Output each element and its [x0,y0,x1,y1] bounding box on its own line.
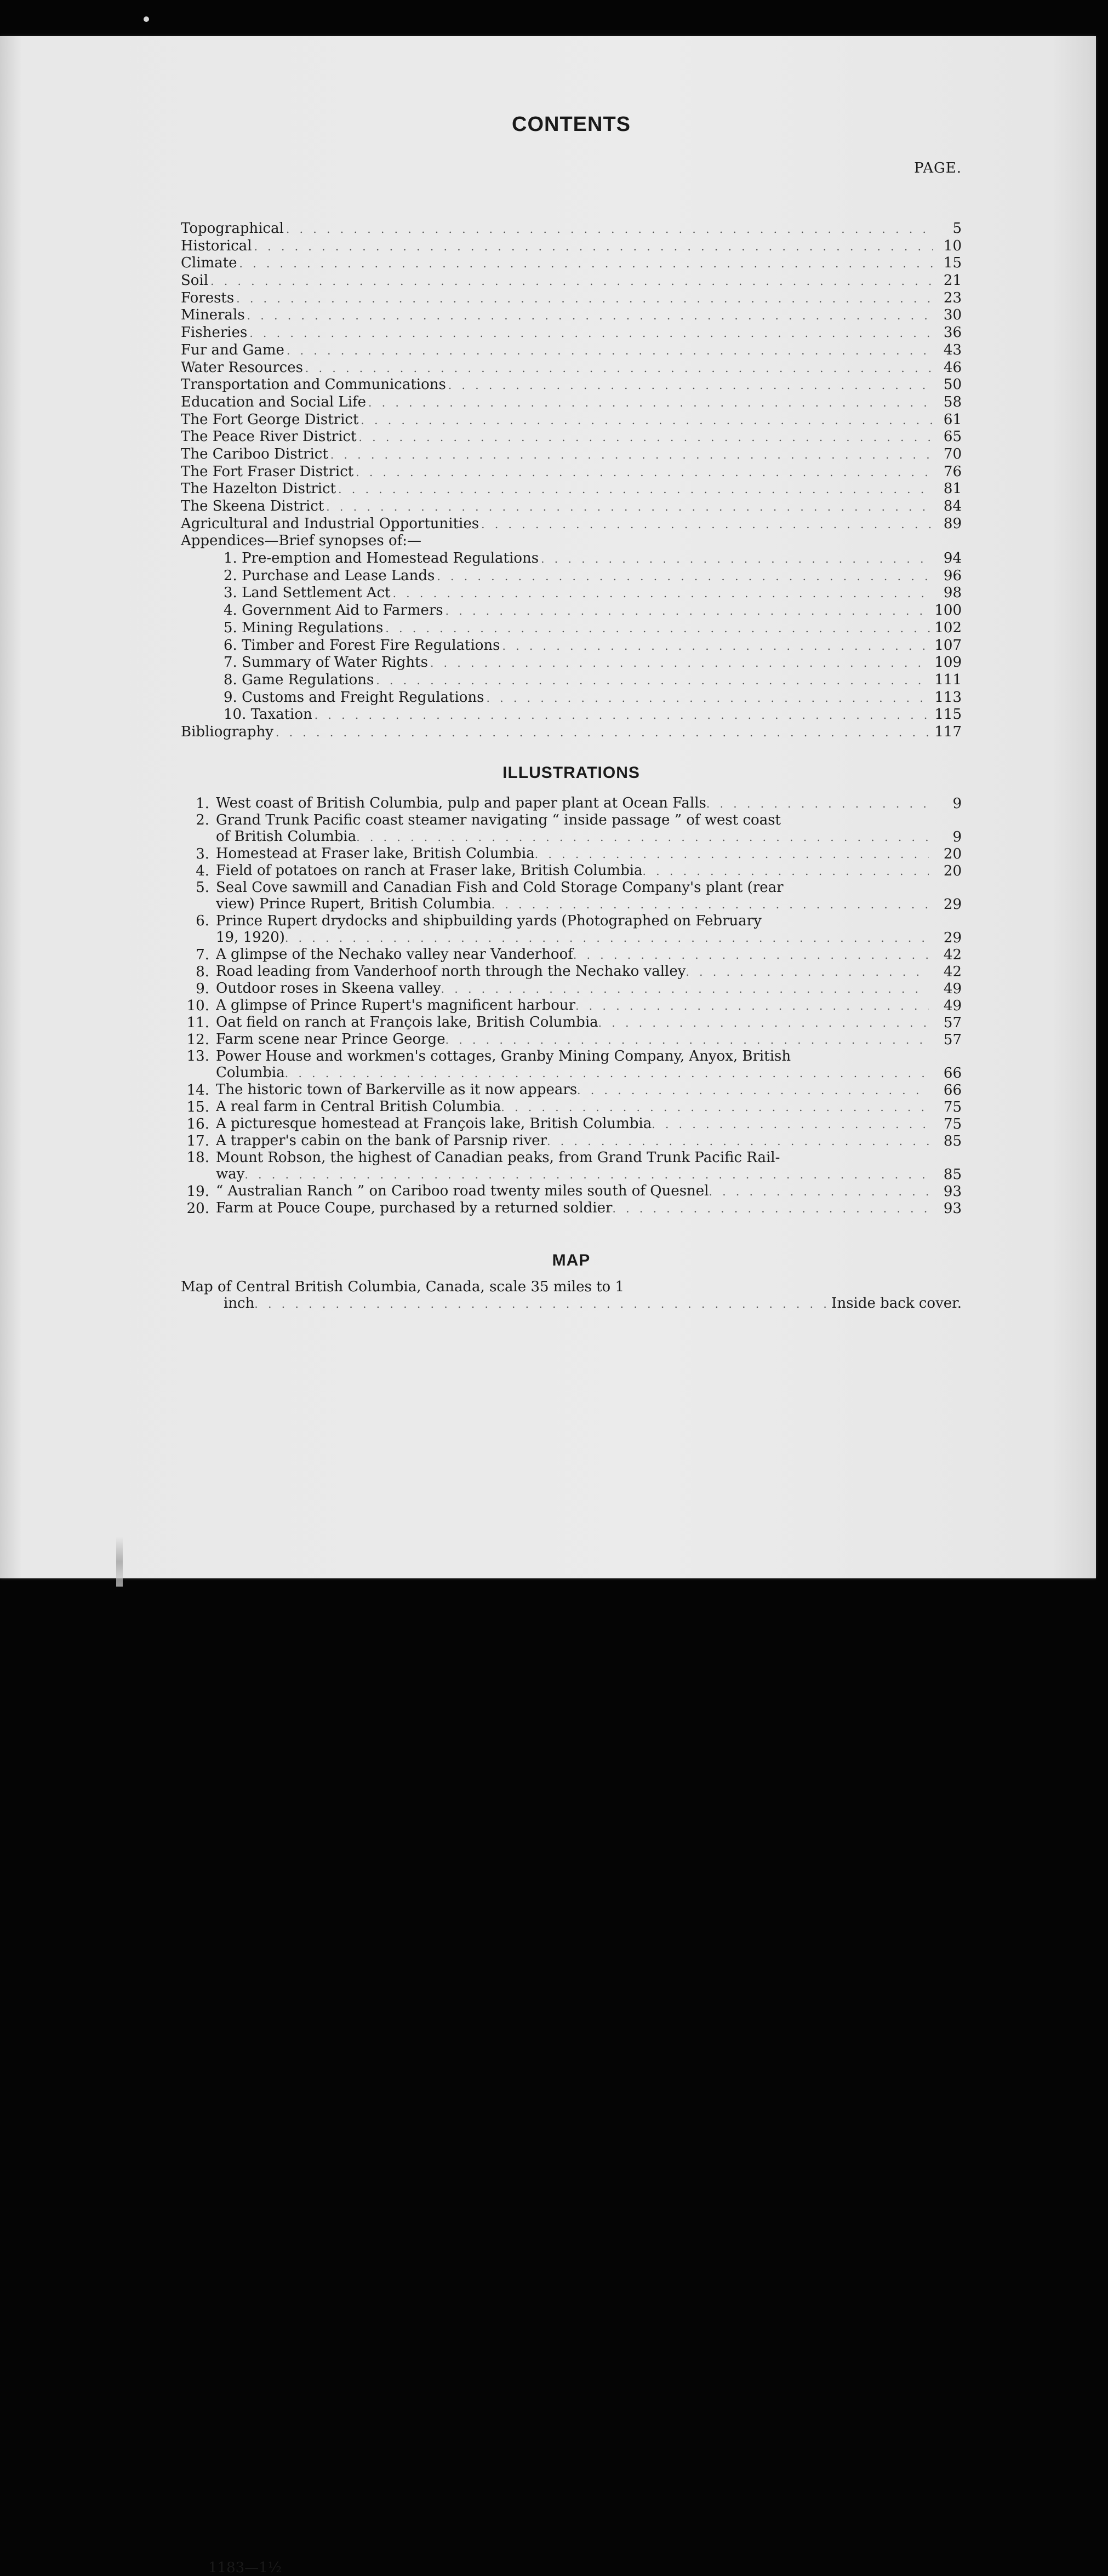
leader-dots [285,930,929,946]
illustration-caption-text: 19, 1920) [216,929,285,946]
entry-page: 107 [934,637,962,654]
illustration-page: 57 [943,1032,962,1048]
illustration-caption-line: Power House and workmen's cottages, Granby Mining Company, Anyox, British [216,1048,791,1064]
illustration-last-line [181,1183,962,1200]
illustration-number: 10. [186,998,209,1014]
entry-title: Education and Social Life [181,393,367,410]
entry-page: 109 [934,654,962,671]
illustration-caption-text: “ Australian Ranch ” on Cariboo road twenty miles south of Quesnel [216,1183,709,1199]
illustration-entry [181,845,962,862]
illustration-page: 93 [943,1200,962,1217]
illustration-entry [181,980,962,997]
illustration-caption [216,1132,929,1149]
illustration-number: 4. [196,863,209,879]
illustration-page: 20 [943,846,962,862]
contents-entry [181,428,962,446]
entry-title: Water Resources [181,359,303,376]
leader-dots [481,516,933,534]
entry-title: 9. Customs and Freight Regulations [224,689,484,706]
leader-dots [598,1015,929,1031]
contents-entry [181,480,962,498]
contents-entry [181,290,962,307]
illustration-last-line [181,1031,962,1048]
leader-dots [286,221,933,238]
appendix-entry [224,550,962,568]
illustration-caption [216,1115,929,1132]
map-heading: MAP [552,1251,591,1269]
leader-dots [437,568,933,586]
illustration-last-line [181,1166,962,1183]
illustration-caption [216,1183,929,1200]
entry-page: 84 [943,498,962,514]
illustration-entry [181,946,962,963]
illustration-last-line [181,1081,962,1098]
entry-page: 30 [943,307,962,324]
entry-page: 102 [934,619,962,636]
illustration-last-line [181,1098,962,1115]
illustration-number: 11. [186,1015,209,1031]
illustration-number: 1. [196,795,209,812]
leader-dots [709,1183,929,1200]
illustration-line [181,913,962,929]
leader-dots [287,342,933,360]
illustration-page: 75 [943,1116,962,1132]
illustration-entry [181,1031,962,1048]
illustration-caption-text: view) Prince Rupert, British Columbia [216,896,492,912]
entry-page: 100 [934,602,962,619]
illustration-caption [216,980,929,997]
illustration-number: 3. [196,846,209,862]
illustration-entry [181,1081,962,1098]
entry-title: The Skeena District [181,498,324,514]
illustration-caption-line: Prince Rupert drydocks and shipbuilding yards (Photographed on February [216,913,762,929]
illustration-caption-text: A trapper's cabin on the bank of Parsnip river [216,1132,547,1149]
illustration-entry [181,862,962,879]
entry-page: 21 [943,272,962,289]
leader-dots [356,464,933,482]
illustration-caption-line: Grand Trunk Pacific coast steamer navigating “ inside passage ” of west coast [216,812,781,828]
illustration-caption [216,862,929,879]
illustration-page: 93 [943,1183,962,1200]
leader-dots [315,707,933,724]
appendix-entry [224,637,962,655]
illustrations-list [181,795,962,1217]
entry-title: 8. Game Regulations [224,671,374,688]
leader-dots [254,238,933,256]
illustration-caption-text: of British Columbia [216,828,357,845]
illustration-number: 7. [196,947,209,963]
entry-title: Topographical [181,220,284,237]
illustration-caption-text: Columbia [216,1064,285,1081]
leader-dots [359,429,933,446]
illustration-caption-text: A glimpse of the Nechako valley near Vanderhoof [216,946,573,963]
entry-title: Climate [181,255,237,272]
entry-title: Fisheries [181,324,248,341]
illustration-page: 49 [943,981,962,997]
entry-title: 6. Timber and Forest Fire Regulations [224,637,500,654]
illustration-last-line [181,828,962,845]
illustration-page: 42 [943,947,962,963]
illustration-caption [216,946,929,963]
entry-page: 5 [952,220,962,237]
illustration-number: 17. [186,1133,209,1149]
leader-dots [706,795,929,812]
entry-page: 58 [943,393,962,410]
illustration-number: 5. [196,879,209,896]
illustration-page: 66 [943,1065,962,1081]
leader-dots [276,724,932,742]
entry-title: Transportation and Communications [181,376,446,393]
illustration-entry [181,1149,962,1183]
entry-page: 76 [943,463,962,480]
appendices-label: Appendices—Brief synopses of:— [181,533,422,549]
illustration-entry [181,1200,962,1217]
entry-title: The Hazelton District [181,480,336,497]
illustration-caption [216,929,929,946]
illustration-page: 29 [943,896,962,913]
illustration-number: 12. [186,1032,209,1048]
leader-dots [247,307,933,325]
entry-title: 2. Purchase and Lease Lands [224,567,435,584]
illustration-caption-text: Oat field on ranch at François lake, British Columbia [216,1014,598,1031]
illustration-page: 66 [943,1082,962,1098]
illustration-last-line [181,1115,962,1132]
contents-entry [181,255,962,272]
illustration-caption [216,845,929,862]
illustration-entry [181,1048,962,1081]
contents-list [181,220,962,741]
entry-page: 50 [943,376,962,393]
illustration-caption [216,1098,929,1115]
contents-entry [181,220,962,238]
illustration-caption [216,1064,929,1081]
illustration-entry [181,879,962,913]
contents-entry [181,411,962,429]
entry-title: The Cariboo District [181,445,328,462]
illustration-last-line [181,896,962,913]
leader-dots [448,377,933,394]
illustration-caption-text: The historic town of Barkerville as it now appears [216,1081,578,1098]
entry-title: Minerals [181,307,245,324]
illustration-number: 19. [186,1183,209,1200]
illustration-last-line [181,1064,962,1081]
illustration-last-line [181,946,962,963]
binding-mark [116,1537,123,1587]
illustration-entry [181,1115,962,1132]
contents-entry [181,446,962,463]
illustration-page: 85 [943,1166,962,1183]
illustration-last-line [181,1014,962,1031]
illustration-page: 85 [943,1133,962,1149]
illustration-caption-text: Field of potatoes on ranch at Fraser lake, British Columbia [216,862,643,879]
illustration-number: 15. [186,1099,209,1115]
illustration-last-line [181,997,962,1014]
leader-dots [376,672,932,690]
entry-page: 70 [943,445,962,462]
illustration-number: 14. [186,1082,209,1098]
illustration-caption-text: Farm at Pouce Coupe, purchased by a returned soldier [216,1200,613,1216]
appendix-entry [224,568,962,585]
entry-title: Forests [181,289,235,306]
entry-page: 81 [943,480,962,497]
leader-dots [330,446,933,464]
illustration-caption-text: way [216,1166,245,1182]
leader-dots [305,360,933,377]
illustration-caption-text: A real farm in Central British Columbia [216,1098,501,1115]
illustration-last-line [181,845,962,862]
entry-title: 1. Pre-emption and Homestead Regulations [224,550,539,567]
illustration-page: 20 [943,863,962,879]
leader-dots [210,273,933,290]
entry-title: The Fort Fraser District [181,463,354,480]
illustration-last-line [181,980,962,997]
appendix-entry [224,602,962,620]
illustration-last-line [181,963,962,980]
illustration-caption-text: A picturesque homestead at François lake, British Columbia [216,1115,652,1132]
illustration-number: 6. [196,913,209,929]
leader-dots [577,1082,929,1098]
leader-dots [643,863,929,879]
leader-dots [361,412,933,430]
illustration-page: 42 [943,964,962,980]
illustration-line [181,812,962,828]
leader-dots [430,655,932,672]
illustration-caption [216,1166,929,1183]
entry-page: 46 [943,359,962,376]
illustration-caption-text: Homestead at Fraser lake, British Columbia [216,845,535,862]
leader-dots [446,1032,929,1048]
entry-page: 89 [943,515,962,532]
entry-title: 4. Government Aid to Farmers [224,602,443,619]
contents-entry [181,324,962,342]
leader-dots [441,981,929,997]
illustration-last-line [181,795,962,812]
illustration-last-line [181,1200,962,1217]
leader-dots [487,690,933,707]
map-location: Inside back cover. [831,1295,962,1312]
signature-code: 1183—1½ [208,2560,282,2576]
map-entry [181,1279,962,2576]
entry-title: 3. Land Settlement Act [224,585,391,602]
illustration-entry [181,913,962,946]
leader-dots [368,394,933,412]
film-speck [144,16,149,22]
appendix-entry [224,585,962,602]
leader-dots [547,1133,929,1149]
leader-dots [254,1296,829,1312]
illustration-entry [181,997,962,1014]
leader-dots [501,1099,929,1115]
entry-title: Historical [181,237,252,254]
leader-dots [652,1116,929,1132]
illustration-number: 20. [186,1200,209,1217]
illustration-page: 57 [943,1015,962,1031]
contents-entry [181,498,962,516]
entry-page: 98 [943,585,962,602]
illustration-caption [216,1081,929,1098]
appendix-entry [224,620,962,637]
entry-page: 113 [934,689,962,706]
illustration-last-line [181,862,962,879]
leader-dots [535,846,929,862]
entry-title: The Fort George District [181,411,359,428]
illustration-number: 18. [186,1149,209,1166]
appendix-entry [224,689,962,707]
illustrations-heading: ILLUSTRATIONS [502,764,640,782]
illustration-line [181,1048,962,1064]
entry-title: 10. Taxation [224,706,312,723]
illustration-caption [216,1014,929,1031]
illustration-number: 13. [186,1048,209,1064]
entry-page: 61 [943,411,962,428]
illustration-page: 9 [952,829,962,845]
entry-title: The Peace River District [181,428,357,445]
entry-title: Bibliography [181,723,273,740]
map-line-2-text: inch [224,1295,255,1312]
entry-page: 43 [943,341,962,358]
illustration-entry [181,812,962,845]
leader-dots [612,1200,929,1217]
entry-page: 115 [934,706,962,723]
entry-title: Soil [181,272,209,289]
leader-dots [492,896,929,913]
leader-dots [356,829,929,845]
illustration-caption [216,828,929,845]
illustration-line [181,879,962,896]
appendix-entry [224,654,962,672]
contents-entry [181,359,962,377]
illustration-caption [216,795,929,812]
illustration-caption [216,1200,929,1217]
illustration-caption-line: Seal Cove sawmill and Canadian Fish and Cold Storage Company's plant (rear [216,879,784,896]
contents-entry [181,463,962,481]
contents-entries [181,220,962,533]
entry-title: Agricultural and Industrial Opportunities [181,515,479,532]
contents-heading: CONTENTS [512,113,631,136]
entry-page: 117 [934,723,962,740]
illustration-number: 9. [196,981,209,997]
entry-page: 15 [943,255,962,272]
leader-dots [326,499,933,516]
contents-entry [181,307,962,324]
leader-dots [239,255,933,273]
bibliography-entry [181,724,962,741]
leader-dots [502,638,933,655]
contents-entry [181,376,962,394]
leader-dots [385,620,932,638]
leader-dots [393,585,933,603]
appendix-entries [181,550,962,724]
leader-dots [686,964,929,980]
contents-entry [181,516,962,533]
illustration-caption [216,997,929,1014]
map-line-2 [181,1295,962,1312]
illustration-caption-text: West coast of British Columbia, pulp and paper plant at Ocean Falls [216,795,706,811]
leader-dots [573,947,929,963]
entry-title: 5. Mining Regulations [224,619,384,636]
leader-dots [446,603,933,620]
leader-dots [236,290,933,308]
illustration-entry [181,795,962,812]
illustration-caption-text: A glimpse of Prince Rupert's magnificent harbour [216,997,576,1014]
illustration-number: 16. [186,1116,209,1132]
entry-page: 94 [943,550,962,567]
leader-dots [541,551,933,568]
leader-dots [249,325,933,342]
illustration-entry [181,963,962,980]
illustration-page: 75 [943,1099,962,1115]
illustration-entry [181,1014,962,1031]
document-page [0,36,1096,2576]
illustration-caption-text: Farm scene near Prince George [216,1031,446,1047]
illustration-entry [181,1183,962,1200]
illustration-caption-text: Outdoor roses in Skeena valley [216,980,441,997]
entry-page: 10 [943,237,962,254]
illustration-caption [216,963,929,980]
illustration-last-line [181,1132,962,1149]
illustration-caption [216,896,929,913]
leader-dots [575,998,929,1014]
contents-entry [181,238,962,255]
illustration-line [181,1149,962,1166]
entry-page: 111 [934,671,962,688]
entry-page: 65 [943,428,962,445]
map-line-1: Map of Central British Columbia, Canada, scale 35 miles to 1 [181,1279,624,1295]
illustration-caption-text: Road leading from Vanderhoof north through the Nechako valley [216,963,686,980]
appendix-entry [224,706,962,724]
illustration-page: 49 [943,998,962,1014]
illustration-last-line [181,929,962,946]
leader-dots [338,481,933,499]
illustration-entry [181,1132,962,1149]
illustration-page: 29 [943,930,962,946]
entry-page: 36 [943,324,962,341]
contents-entry [181,272,962,290]
illustration-number: 8. [196,964,209,980]
page-column-label: PAGE. [914,160,962,176]
entry-page: 23 [943,289,962,306]
entry-page: 96 [943,567,962,584]
illustration-caption [216,1031,929,1048]
appendix-entry [224,672,962,689]
illustration-caption-line: Mount Robson, the highest of Canadian peaks, from Grand Trunk Pacific Rail- [216,1149,780,1166]
leader-dots [285,1065,929,1081]
entry-title: Fur and Game [181,341,284,358]
illustration-entry [181,1098,962,1115]
contents-entry [181,342,962,359]
entry-title: 7. Summary of Water Rights [224,654,428,671]
contents-entry [181,394,962,411]
illustration-page: 9 [952,795,962,812]
leader-dots [244,1166,929,1183]
illustration-number: 2. [196,812,209,828]
